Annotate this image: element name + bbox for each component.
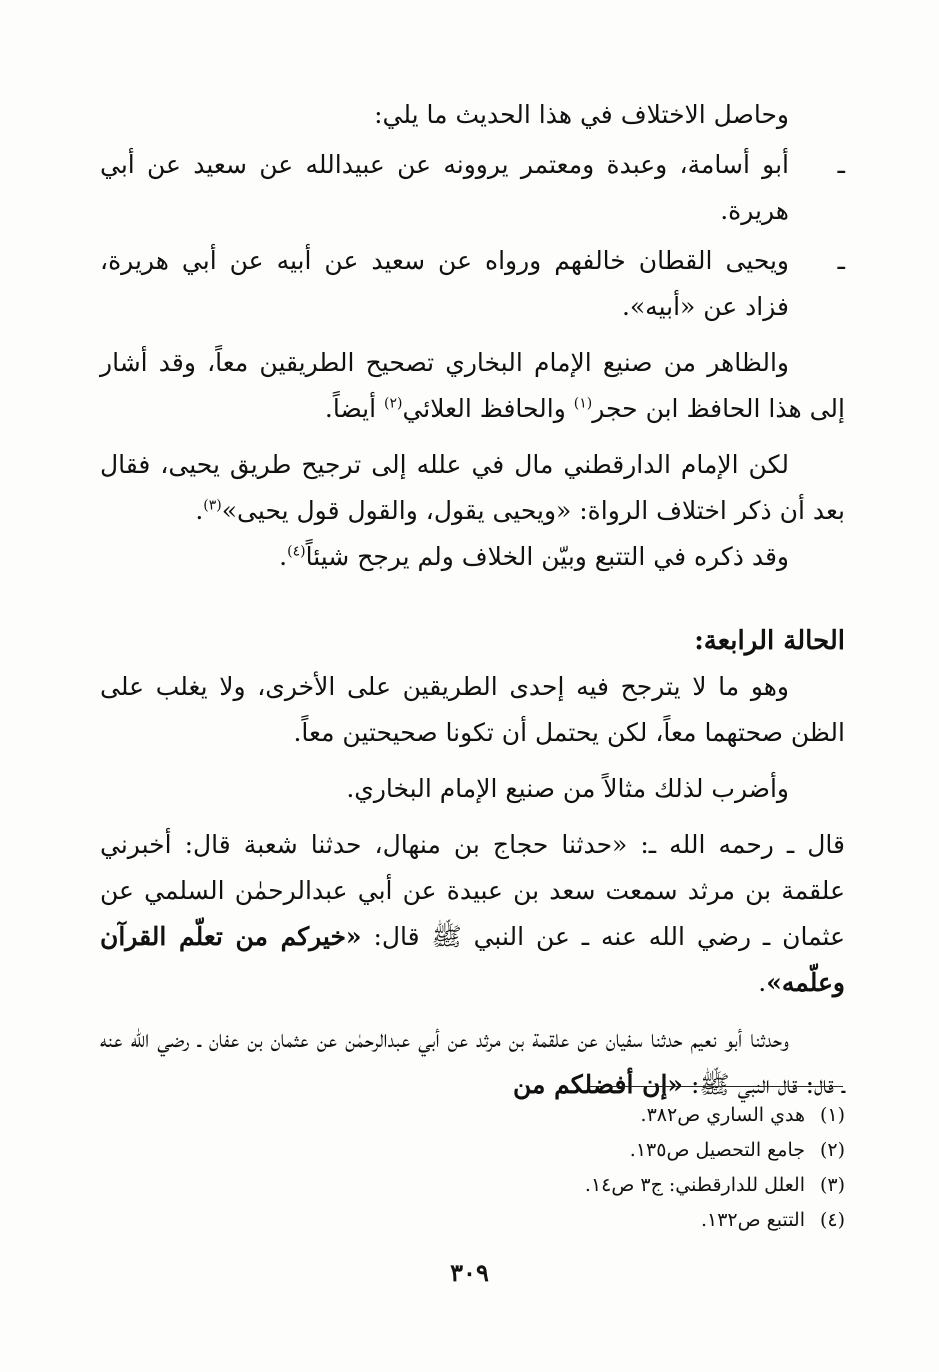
footnote-text: التتبع ص١٣٢. — [700, 1209, 805, 1231]
dash-marker: ـ — [837, 150, 845, 179]
list-item-1-text: أبو أسامة، وعبدة ومعتمر يروونه عن عبيدالله عن سعيد عن أبي هريرة. — [100, 150, 789, 225]
main-text — [100, 92, 845, 1108]
page-number: ٣٠٩ — [450, 1258, 489, 1287]
text-run: وحدثنا أبو نعيم حدثنا سفيان عن علقمة بن مرثد عن أبي عبدالرحمٰن عن عثمان بن عفان ـ رضي الله عنه ـ قال: قال النبي ﷺ: — [100, 1024, 845, 1099]
footnote-number: (٢) — [819, 1139, 845, 1161]
text-run: . — [279, 542, 288, 571]
footnote-ref-3: (٣) — [203, 497, 222, 514]
footnote — [300, 1168, 845, 1203]
footnote — [300, 1203, 845, 1238]
text-run: قال ـ رحمه الله ـ: «حدثنا حجاج بن منهال، حدثنا شعبة قال: أخبرني علقمة بن مرثد سمعت سعد بن عبيدة عن أبي عبدالرحمٰن السلمي عن عثمان ـ رضي الله عنه ـ عن النبي ﷺ قال: — [100, 830, 846, 951]
footnote-number: (٣) — [819, 1174, 845, 1196]
footnote-separator — [590, 1086, 843, 1087]
text-run: . — [195, 496, 204, 525]
list-item-2-text: ويحيى القطان خالفهم ورواه عن سعيد عن أبيه عن أبي هريرة، فزاد عن «أبيه». — [100, 246, 789, 321]
footnote-ref-1: (١) — [573, 395, 593, 412]
text-run: والحافظ العلائي — [402, 394, 574, 423]
text-run: والظاهر من صنيع الإمام البخاري تصحيح الطريقين معاً، وقد أشار إلى هذا الحافظ ابن حجر — [100, 348, 845, 423]
list-item-2 — [100, 238, 845, 330]
footnote — [300, 1098, 845, 1133]
text-run: وقد ذكره في التتبع وبيّن الخلاف ولم يرجح شيئاً — [305, 542, 789, 571]
footnote-text: جامع التحصيل ص١٣٥. — [629, 1139, 805, 1161]
footnotes — [300, 1098, 845, 1238]
list-item-1 — [100, 142, 845, 234]
text-run: لكن الإمام الدارقطني مال في علله إلى ترجيح طريق يحيى، فقال بعد أن ذكر اختلاف الرواة: «ويحيى يقول، والقول قول يحيى» — [100, 450, 845, 525]
paragraph-example: وأضرب لذلك مثالاً من صنيع الإمام البخاري. — [346, 774, 789, 803]
footnote-number: (٤) — [819, 1209, 845, 1231]
intro-paragraph: وحاصل الاختلاف في هذا الحديث ما يلي: — [374, 100, 789, 129]
paragraph-tatabbu — [100, 534, 845, 580]
hadith-quote: «خيركم من تعلّم القرآن وعلّمه» — [100, 922, 845, 997]
footnote-ref-2: (٢) — [383, 395, 403, 412]
text-run: . — [758, 968, 767, 997]
section-heading: الحالة الرابعة: — [694, 626, 845, 656]
footnote-text: هدي الساري ص٣٨٢. — [640, 1104, 805, 1126]
paragraph-hadith-1 — [100, 822, 845, 1006]
footnote-ref-4: (٤) — [287, 543, 306, 560]
footnote-text: العلل للدارقطني: ج٣ ص١٤. — [584, 1174, 805, 1196]
text-run: أيضاً. — [324, 394, 384, 423]
paragraph-hadith-2 — [100, 1016, 845, 1108]
dash-marker: ـ — [837, 246, 845, 275]
paragraph-case-four: وهو ما لا يترجح فيه إحدى الطريقين على الأخرى، ولا يغلب على الظن صحتهما معاً، لكن يحتمل أن تكونا صحيحتين معاً. — [100, 672, 845, 747]
paragraph-bukhari-view — [100, 340, 845, 432]
footnote — [300, 1133, 845, 1168]
footnote-number: (١) — [819, 1104, 845, 1126]
hadith-quote: «إن أفضلكم من — [512, 1070, 684, 1099]
paragraph-daraqutni — [100, 442, 845, 534]
